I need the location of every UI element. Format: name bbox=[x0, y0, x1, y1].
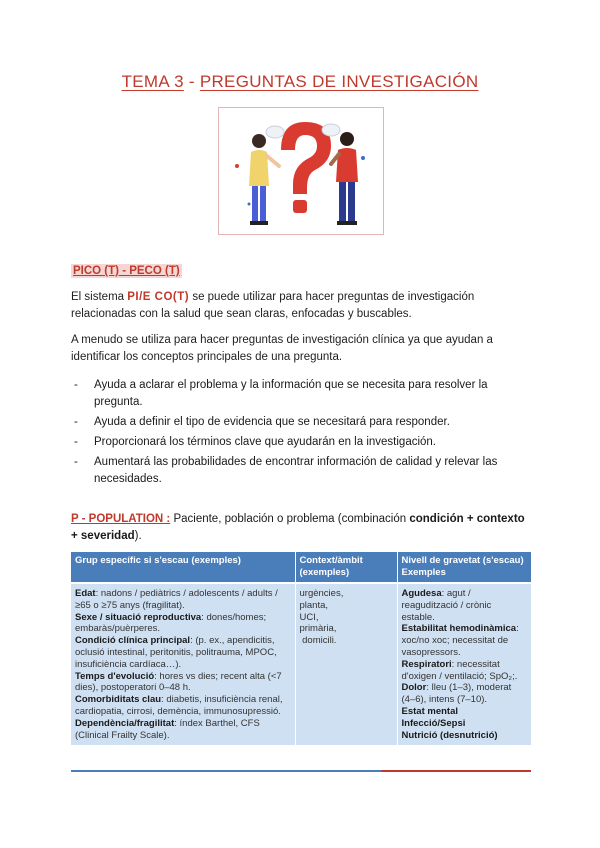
intro-paragraph-1 bbox=[71, 289, 531, 323]
list-item: - Proporcionará los términos clave que ayudarán en la investigación. bbox=[71, 434, 531, 451]
group-cell bbox=[71, 583, 295, 745]
column-header: Context/àmbit (exemples) bbox=[295, 552, 397, 583]
population-bold: condición + contexto + severidad bbox=[71, 513, 525, 542]
table-bottom-rule bbox=[71, 770, 381, 772]
population-table bbox=[71, 552, 531, 745]
severity-entry: Dolor: lleu (1–3), moderat (4–6), intens (7–10). bbox=[401, 682, 512, 706]
population-heading bbox=[71, 511, 531, 545]
table-header-row bbox=[71, 552, 531, 583]
list-item: - Ayuda a definir el tipo de evidencia que se necesitará para responder. bbox=[71, 414, 531, 431]
pico-acronym: PI/E CO(T) bbox=[127, 291, 190, 303]
benefits-list bbox=[71, 377, 531, 491]
group-entry: Condició clínica principal: (p. ex., apendicitis, oclusió intestinal, peritonitis, politrauma, MPOC, insuficiència cardíaca…). bbox=[75, 635, 277, 670]
context-entry: planta, bbox=[299, 599, 329, 611]
population-text-a: Paciente, población o problema (combinación bbox=[170, 513, 410, 525]
severity-entry: Agudesa: agut / reagudització / crònic estable. bbox=[401, 588, 492, 623]
tema-title: PREGUNTAS DE INVESTIGACIÓN bbox=[199, 72, 479, 91]
group-entry: Edat: nadons / pediàtrics / adolescents / adults / ≥65 o ≥75 anys (fragilitat). bbox=[75, 588, 278, 611]
group-entry: Sexe / situació reproductiva: dones/homes; embaràs/puèrperes. bbox=[75, 611, 267, 635]
severity-entry: Respiratori: necessitat d'oxigen / ventilació; SpO₂;. bbox=[401, 658, 518, 682]
intro-p1-rest: se puede utilizar para hacer preguntas de investigación relacionadas con la salud que sean claras, enfocadas y buscables. bbox=[71, 291, 475, 320]
section-heading: PICO (T) - PECO (T) bbox=[73, 265, 180, 277]
intro-paragraph-2: A menudo se utiliza para hacer preguntas de investigación clínica ya que ayudan a identificar los conceptos principales de una pregunta. bbox=[71, 334, 493, 363]
population-text-b: ). bbox=[134, 530, 142, 542]
group-entry: Temps d'evolució: hores vs dies; recent alta (<7 dies), postoperatori 0–48 h. bbox=[75, 670, 282, 694]
group-entry: Dependència/fragilitat: índex Barthel, CFS (Clinical Frailty Scale). bbox=[75, 717, 260, 741]
question-illustration bbox=[218, 107, 384, 235]
column-header: Nivell de gravetat (s'escau) Exemples bbox=[397, 552, 531, 583]
context-entry: domicili. bbox=[299, 635, 337, 647]
context-entry: UCI, bbox=[299, 611, 319, 623]
table-bottom-rule-accent bbox=[381, 770, 531, 772]
severity-entry: Estabilitat hemodinàmica: xoc/no xoc; necessitat de vasopressors. bbox=[401, 623, 519, 658]
context-entry: urgències, bbox=[299, 588, 344, 599]
title-separator: - bbox=[183, 72, 200, 91]
severity-entry: Estat mental bbox=[401, 705, 458, 717]
intro-p1-prefix: El sistema bbox=[71, 291, 128, 303]
list-item: - Ayuda a aclarar el problema y la información que se necesita para resolver la pregunta. bbox=[71, 377, 531, 411]
group-entry: Comorbiditats clau: diabetis, insuficiència renal, cardiopatia, cirrosi, demència, immunosupressió. bbox=[75, 694, 283, 717]
context-entry: primària, bbox=[299, 623, 337, 635]
tema-label: TEMA 3 bbox=[121, 72, 184, 91]
population-label: P - POPULATION : bbox=[71, 513, 171, 525]
page-title bbox=[0, 72, 600, 92]
severity-entry: Nutrició (desnutrició) bbox=[401, 729, 498, 741]
question-mark-people-icon bbox=[219, 108, 383, 234]
column-header: Grup específic si s'escau (exemples) bbox=[71, 552, 295, 583]
table-row bbox=[71, 583, 531, 745]
list-item: - Aumentará las probabilidades de encontrar información de calidad y relevar las necesidades. bbox=[71, 454, 531, 488]
severity-cell bbox=[397, 583, 531, 745]
severity-entry: Infecció/Sepsi bbox=[401, 717, 466, 729]
context-cell bbox=[295, 583, 397, 745]
